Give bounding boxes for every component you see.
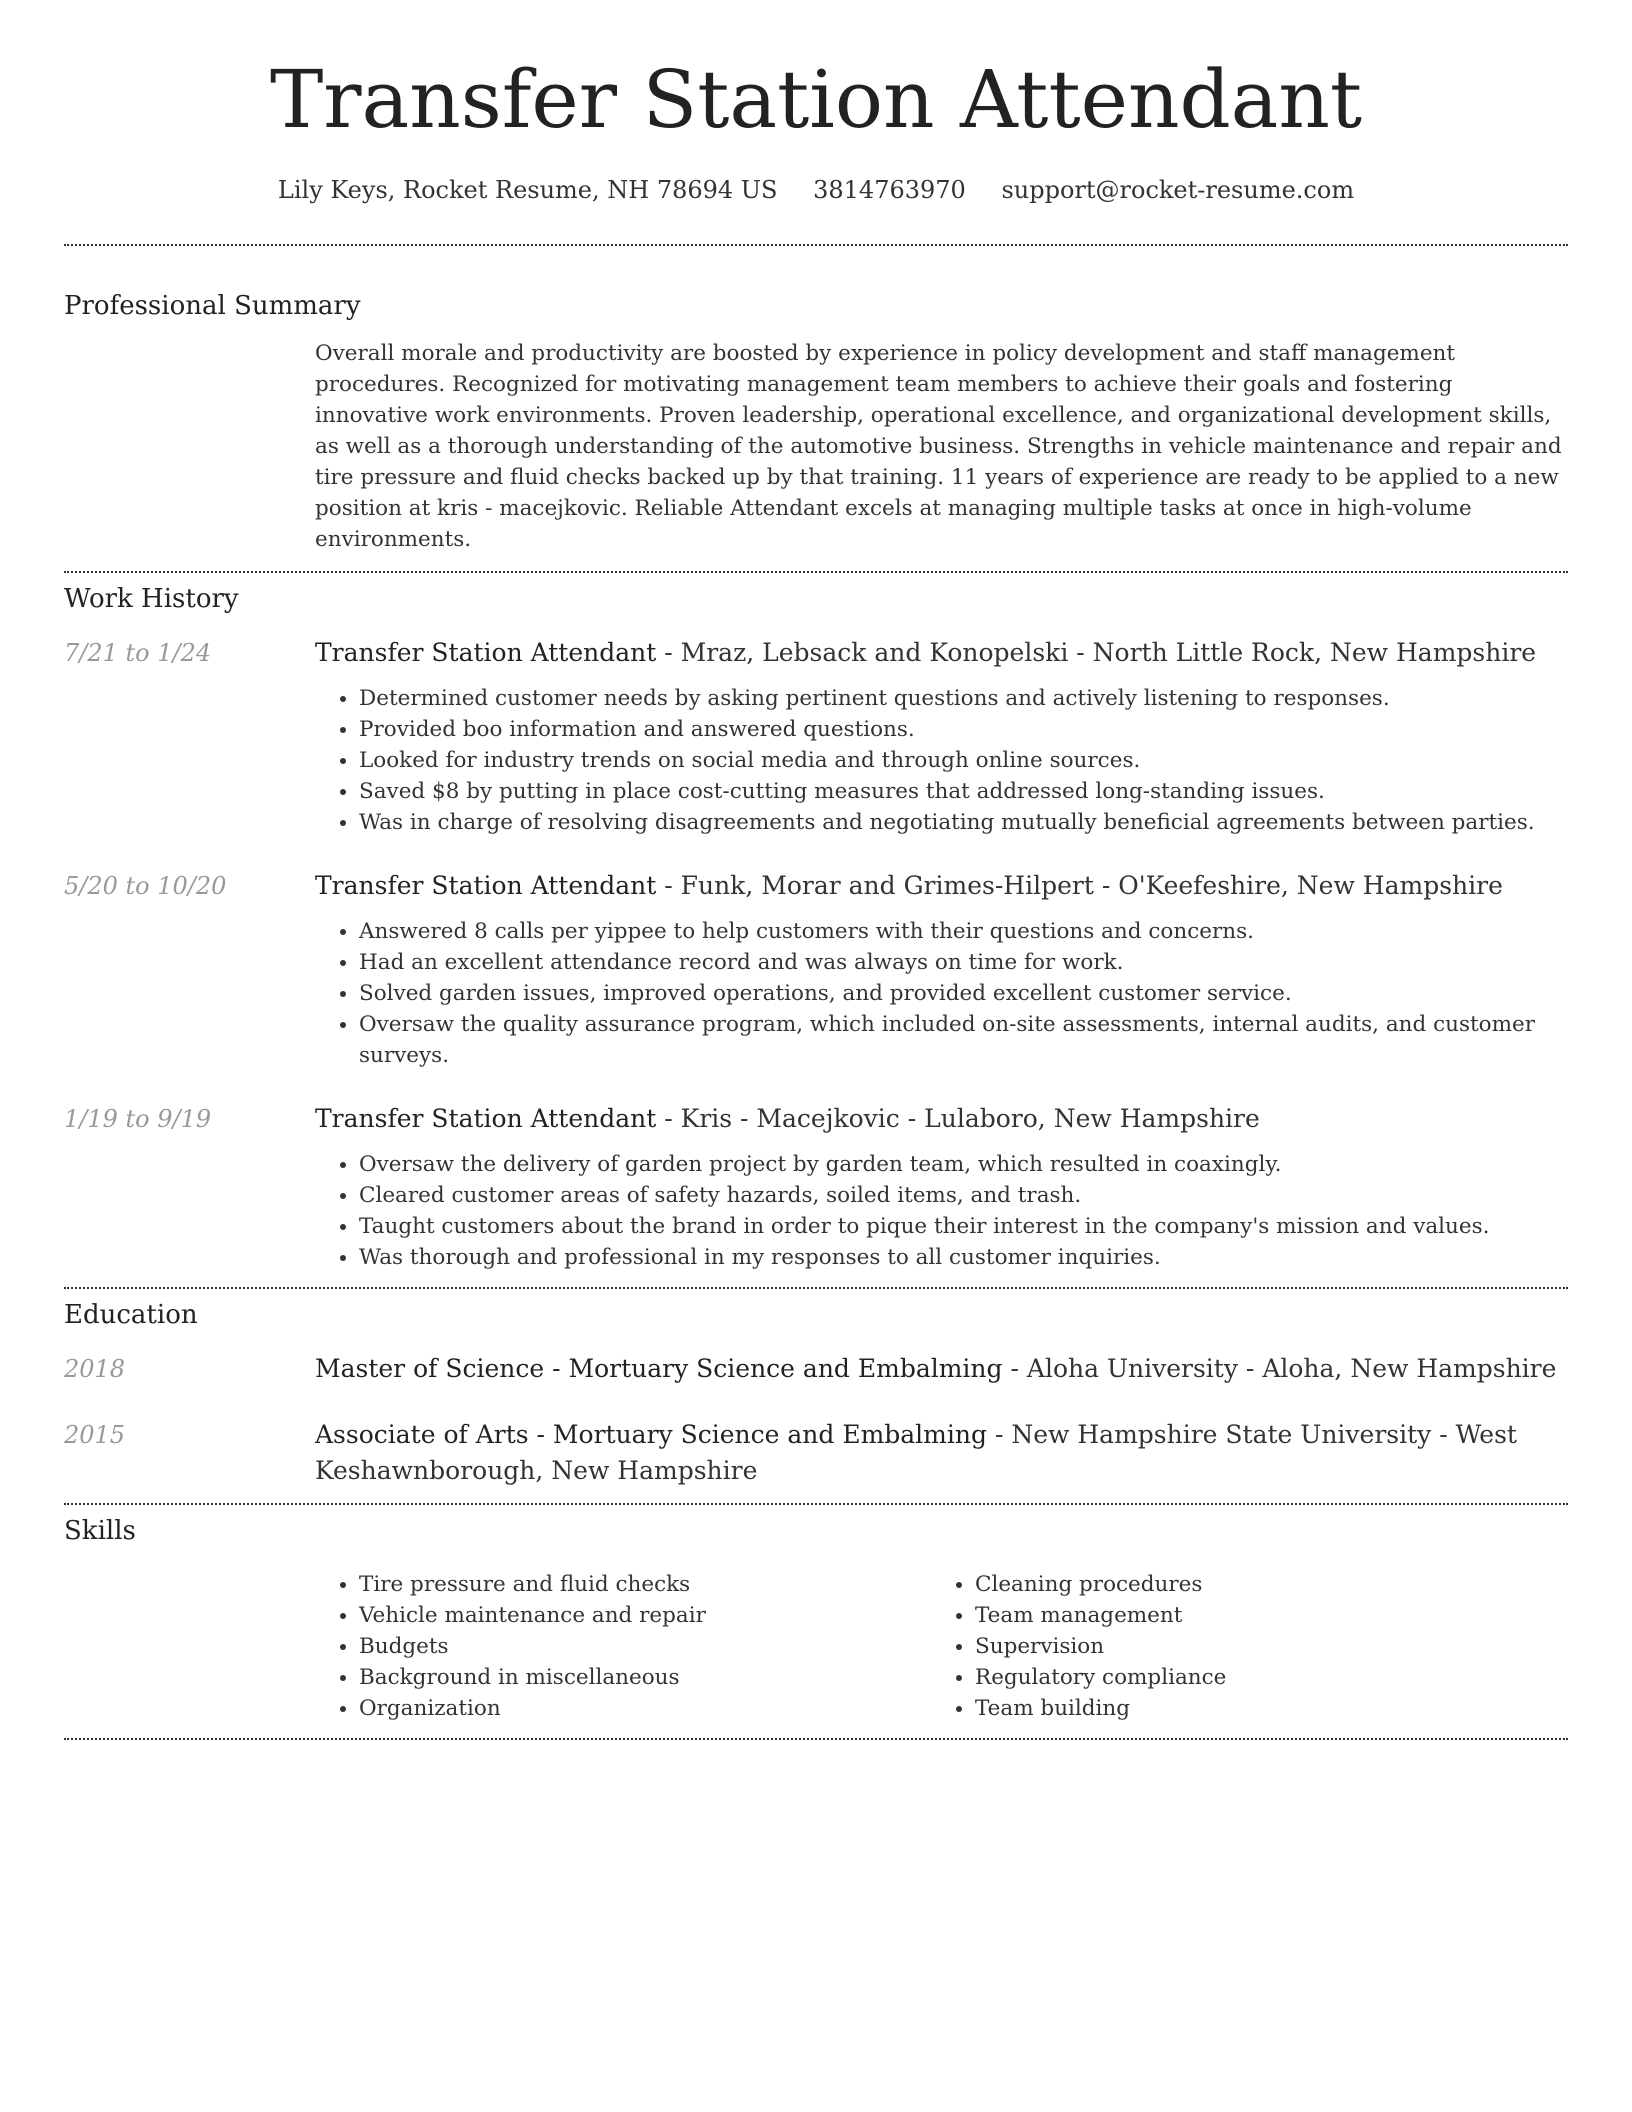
education-entry (64, 1351, 1568, 1387)
job-entry (64, 868, 1568, 904)
education-details: - New Hampshire State University - West Keshawnborough, New Hampshire (315, 1420, 1517, 1485)
work-history-heading: Work History (64, 584, 239, 614)
skill-item: • Background in miscellaneous (359, 1662, 931, 1693)
summary-text: Overall morale and productivity are boosted by experience in policy development and staff management procedures. Recognized for motivating management team members to achieve their goals and fostering innovative work environments. Proven leadership, operational excellence, and organizational development skills, as well as a thorough understanding of the automotive business. Strengths in vehicle maintenance and repair and tire pressure and fluid checks backed up by that training. 11 years of experience are ready to be applied to a new position at kris - macejkovic. Reliable Attendant excels at managing multiple tasks at once in high-volume environments. (315, 341, 1562, 552)
list-item: • Saved $8 by putting in place cost-cutting measures that addressed long-standing issues. (359, 776, 1568, 807)
list-item: • Provided boo information and answered questions. (359, 714, 1568, 745)
contact-phone: 3814763970 (813, 176, 966, 204)
summary-section (64, 290, 1568, 571)
education-year: 2015 (64, 1421, 126, 1449)
list-item: • Cleared customer areas of safety hazards, soiled items, and trash. (359, 1180, 1568, 1211)
list-item: • Answered 8 calls per yippee to help customers with their questions and concerns. (359, 916, 1568, 947)
skills-right-column (931, 1569, 1547, 1724)
skill-item: • Team building (975, 1693, 1547, 1724)
contact-line (64, 172, 1568, 208)
skill-item: • Regulatory compliance (975, 1662, 1547, 1693)
education-heading: Education (64, 1300, 198, 1330)
job-bullets (315, 916, 1568, 1071)
skill-item: • Team management (975, 1600, 1547, 1631)
summary-heading: Professional Summary (64, 291, 361, 321)
job-heading (315, 635, 1568, 671)
job-role: Transfer Station Attendant (315, 1104, 657, 1133)
skill-item: • Supervision (975, 1631, 1547, 1662)
education-divider (64, 1503, 1568, 1505)
list-item: • Determined customer needs by asking pertinent questions and actively listening to responses. (359, 683, 1568, 714)
job-bullets (315, 683, 1568, 838)
education-section (64, 1299, 1568, 1503)
education-degree: Associate of Arts - Mortuary Science and Embalming (315, 1420, 987, 1449)
job-dates: 1/19 to 9/19 (64, 1105, 212, 1133)
list-item: • Was thorough and professional in my responses to all customer inquiries. (359, 1242, 1568, 1273)
header-divider (64, 244, 1568, 246)
skills-divider (64, 1738, 1568, 1740)
skill-item: • Organization (359, 1693, 931, 1724)
list-item: • Oversaw the delivery of garden project by garden team, which resulted in coaxingly. (359, 1149, 1568, 1180)
education-heading-line (315, 1417, 1568, 1489)
job-role: Transfer Station Attendant (315, 871, 657, 900)
education-degree: Master of Science - Mortuary Science and Embalming (315, 1354, 1003, 1383)
contact-address: Lily Keys, Rocket Resume, NH 78694 US (277, 176, 778, 204)
list-item: • Taught customers about the brand in order to pique their interest in the company's mission and values. (359, 1211, 1568, 1242)
job-dates: 5/20 to 10/20 (64, 872, 227, 900)
skills-columns (315, 1569, 1568, 1738)
contact-email: support@rocket-resume.com (1001, 176, 1355, 204)
list-item: • Had an excellent attendance record and was always on time for work. (359, 947, 1568, 978)
education-heading-line (315, 1351, 1568, 1387)
job-entry (64, 1101, 1568, 1137)
job-details: - Kris - Macejkovic - Lulaboro, New Hampshire (656, 1104, 1260, 1133)
skill-item: • Budgets (359, 1631, 931, 1662)
education-entry (64, 1417, 1568, 1503)
skill-item: • Cleaning procedures (975, 1569, 1547, 1600)
job-bullets (315, 1149, 1568, 1287)
work-history-divider (64, 1287, 1568, 1289)
list-item: • Solved garden issues, improved operations, and provided excellent customer service. (359, 978, 1568, 1009)
job-entry (64, 635, 1568, 671)
list-item: • Was in charge of resolving disagreements and negotiating mutually beneficial agreements between parties. (359, 807, 1568, 838)
job-role: Transfer Station Attendant (315, 638, 657, 667)
job-dates: 7/21 to 1/24 (64, 639, 212, 667)
job-heading (315, 1101, 1568, 1137)
skill-item: • Vehicle maintenance and repair (359, 1600, 931, 1631)
skills-left-column (315, 1569, 931, 1724)
summary-divider (64, 571, 1568, 573)
job-heading (315, 868, 1568, 904)
education-details: - Aloha University - Aloha, New Hampshire (1002, 1354, 1557, 1383)
job-details: - Mraz, Lebsack and Konopelski - North Little Rock, New Hampshire (656, 638, 1537, 667)
skills-section (64, 1515, 1568, 1738)
job-details: - Funk, Morar and Grimes-Hilpert - O'Keefeshire, New Hampshire (656, 871, 1503, 900)
skills-heading: Skills (64, 1516, 136, 1546)
resume-title: Transfer Station Attendant (269, 53, 1363, 146)
list-item: • Looked for industry trends on social media and through online sources. (359, 745, 1568, 776)
work-history-section (64, 583, 1568, 1287)
education-year: 2018 (64, 1355, 126, 1383)
list-item: • Oversaw the quality assurance program, which included on-site assessments, internal audits, and customer surveys. (359, 1009, 1568, 1071)
skill-item: • Tire pressure and fluid checks (359, 1569, 931, 1600)
